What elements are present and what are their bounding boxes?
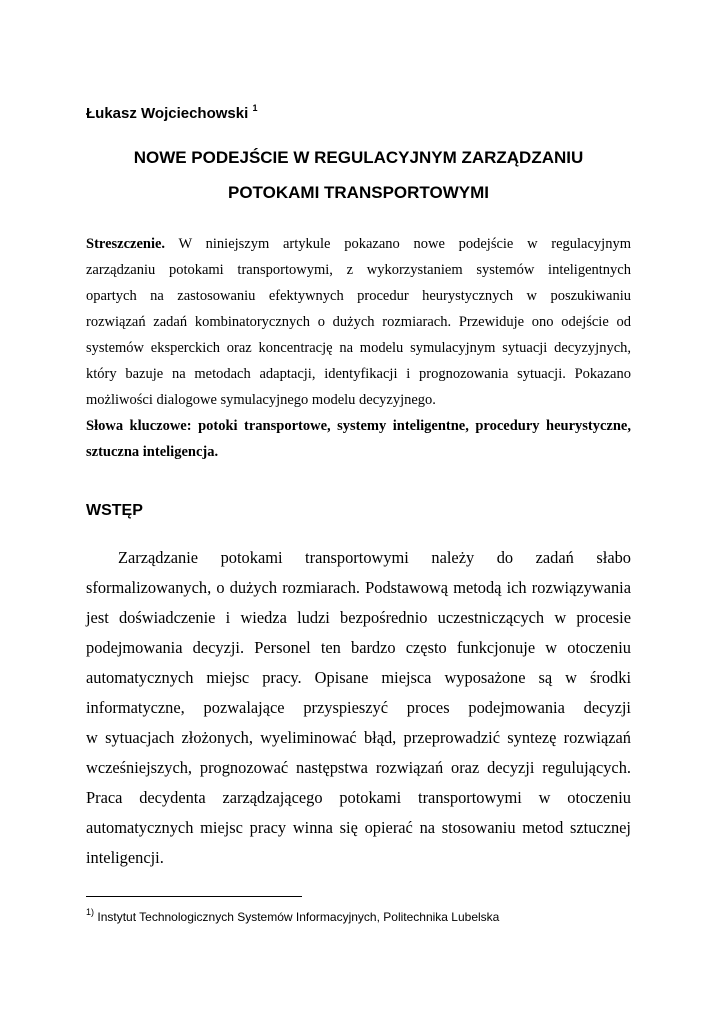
keywords-line-2: sztuczna inteligencja. bbox=[86, 444, 219, 460]
abstract-line-3: opartych na zastosowaniu efektywnych procedur heurystycznych w poszukiwaniu bbox=[86, 288, 631, 304]
body-line-4: podejmowania decyzji. Personel ten bardzo często funkcjonuje w otoczeniu bbox=[86, 638, 631, 657]
keywords-line-1: Słowa kluczowe: potoki transportowe, systemy inteligentne, procedury heurystyczne, bbox=[86, 418, 631, 434]
footnote-text: Instytut Technologicznych Systemów Informacyjnych, Politechnika Lubelska bbox=[97, 910, 500, 924]
abstract-line-1 bbox=[86, 235, 631, 253]
author-footnote-marker: 1 bbox=[252, 103, 258, 113]
body-line-9: Praca decydenta zarządzającego potokami transportowymi w otoczeniu bbox=[86, 788, 631, 807]
abstract-line-7: możliwości dialogowe symulacyjnego modelu decyzyjnego. bbox=[86, 392, 436, 408]
body-line-2: sformalizowanych, o dużych rozmiarach. Podstawową metodą ich rozwiązywania bbox=[86, 578, 631, 597]
body-line-7: w sytuacjach złożonych, wyeliminować błąd, przeprowadzić syntezę rozwiązań bbox=[86, 728, 631, 747]
title-line-2: POTOKAMI TRANSPORTOWYMI bbox=[228, 183, 489, 202]
footnote-marker: 1) bbox=[86, 907, 95, 917]
section-heading: WSTĘP bbox=[86, 502, 143, 519]
body-line-6: informatyczne, pozwalające przyspieszyć proces podejmowania decyzji bbox=[86, 698, 631, 717]
body-line-5: automatycznych miejsc pracy. Opisane miejsca wyposażone są w środki bbox=[86, 668, 631, 687]
abstract-line-1-text: W niniejszym artykule pokazano nowe podejście w regulacyjnym bbox=[178, 236, 631, 252]
abstract-label: Streszczenie. bbox=[86, 236, 166, 252]
abstract-line-2: zarządzaniu potokami transportowymi, z wykorzystaniem systemów inteligentnych bbox=[86, 262, 631, 278]
body-line-10: automatycznych miejsc pracy winna się opierać na stosowaniu metod sztucznej bbox=[86, 818, 631, 837]
title-line-1: NOWE PODEJŚCIE W REGULACYJNYM ZARZĄDZANIU bbox=[133, 148, 584, 167]
body-line-11: inteligencji. bbox=[86, 848, 164, 867]
author-line bbox=[86, 100, 257, 123]
body-line-1: Zarządzanie potokami transportowymi należy do zadań słabo bbox=[118, 548, 631, 567]
footnote bbox=[86, 906, 499, 924]
body-line-8: wcześniejszych, prognozować następstwa rozwiązań oraz decyzji regulujących. bbox=[86, 758, 631, 777]
footnote-separator bbox=[86, 896, 302, 897]
abstract-line-6: który bazuje na metodach adaptacji, identyfikacji i prognozowania sytuacji. Pokazano bbox=[86, 366, 631, 382]
body-line-3: jest doświadczenie i wiedza ludzi bezpośrednio uczestniczących w procesie bbox=[86, 608, 631, 627]
abstract-line-4: rozwiązań zadań kombinatorycznych o dużych rozmiarach. Przewiduje ono odejście od bbox=[86, 314, 631, 330]
author-name: Łukasz Wojciechowski bbox=[86, 105, 249, 122]
abstract-line-5: systemów eksperckich oraz koncentrację na modelu symulacyjnym sytuacji decyzyjnych, bbox=[86, 340, 631, 356]
